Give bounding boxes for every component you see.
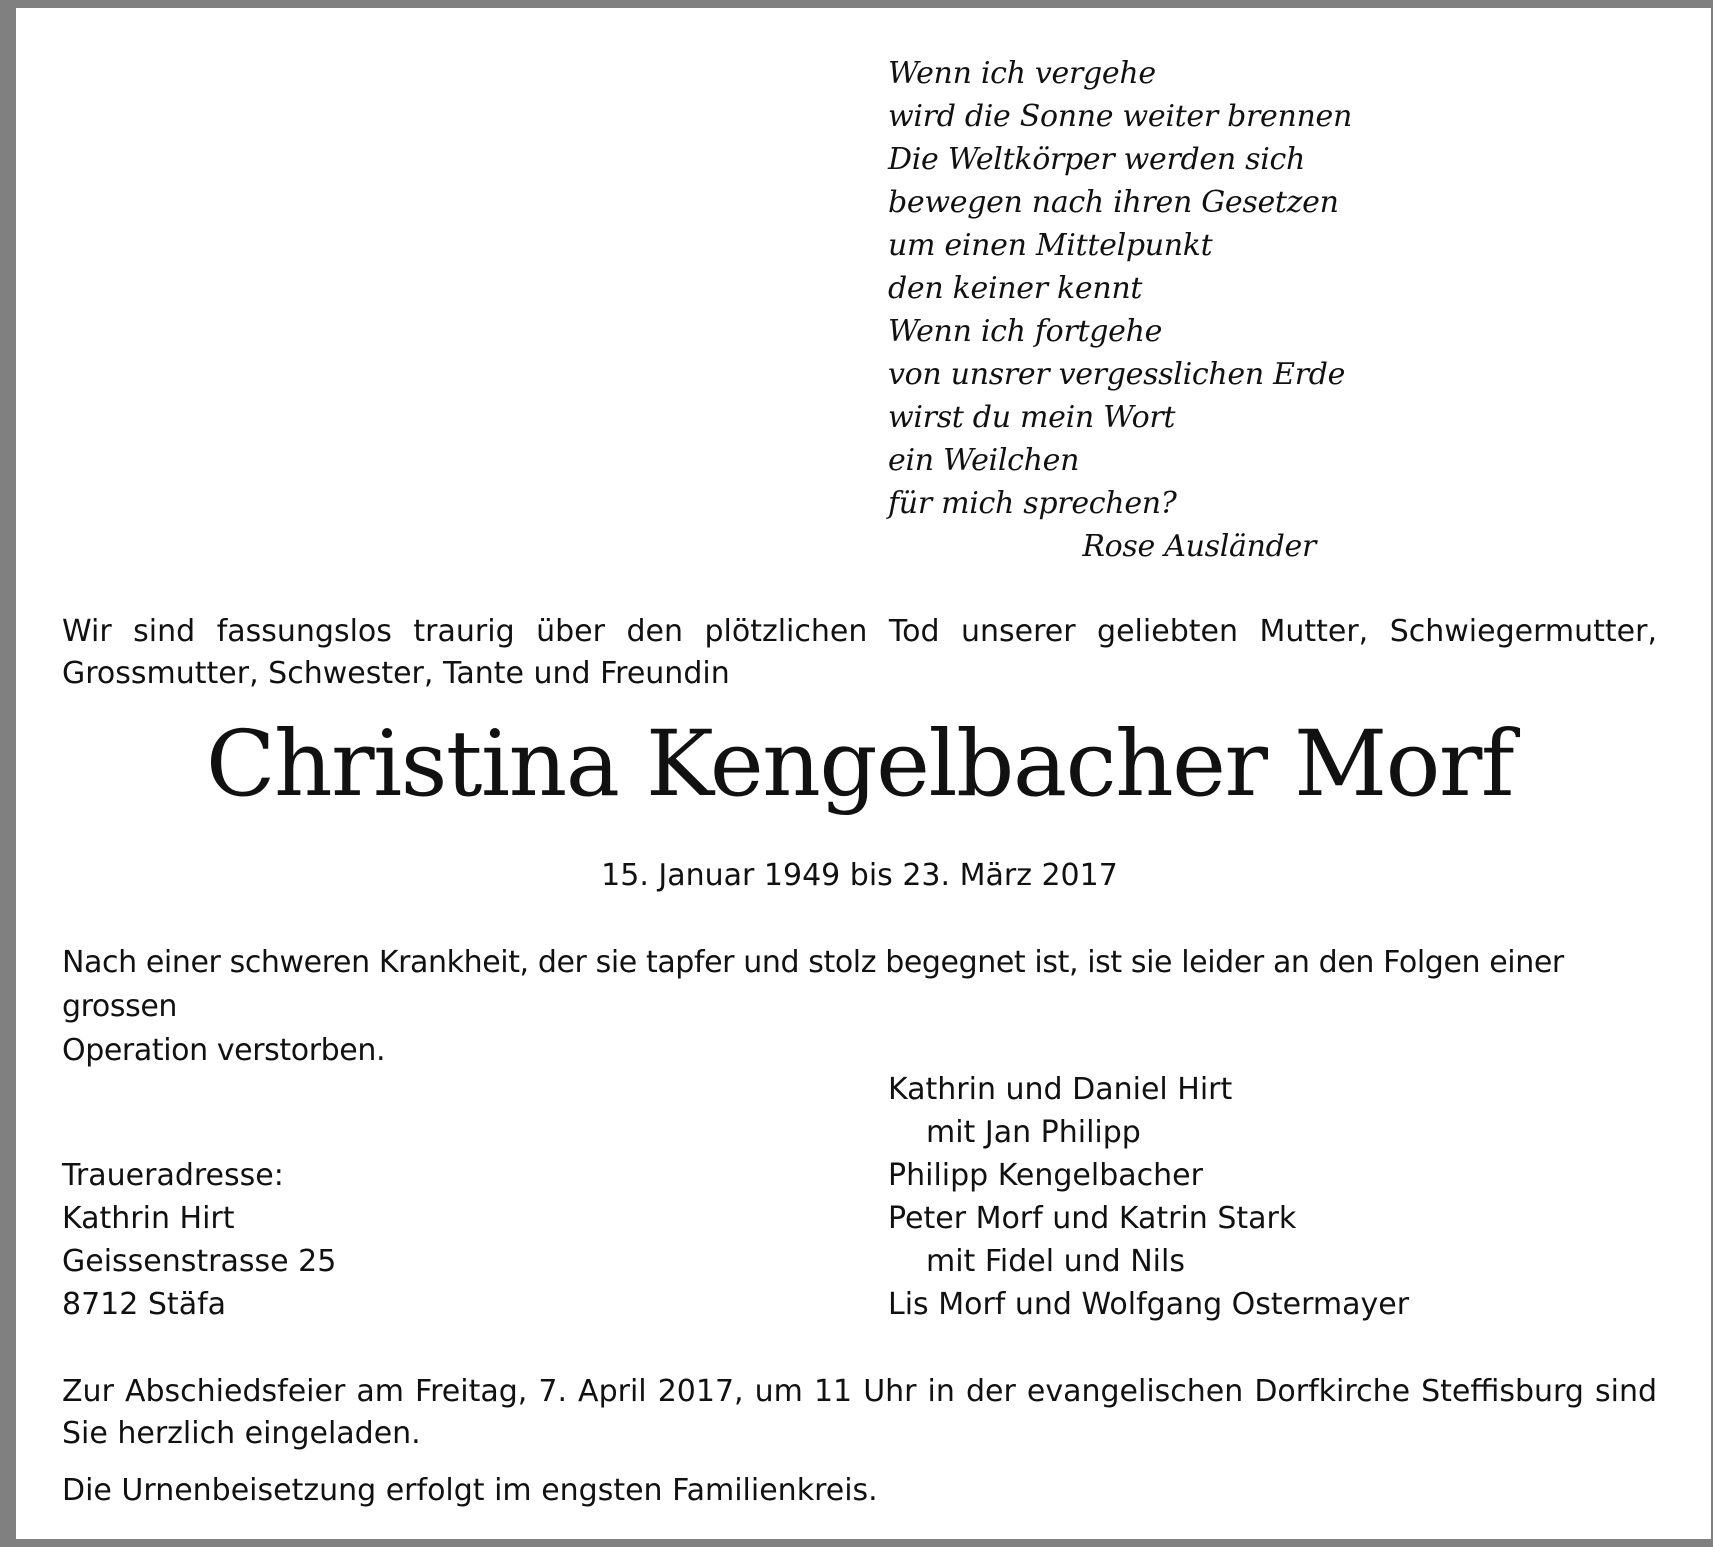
- address-street: Geissenstrasse 25: [62, 1244, 337, 1279]
- address-city: 8712 Stäfa: [62, 1287, 227, 1322]
- poem-line: für mich sprechen?: [888, 486, 1177, 521]
- poem-line: um einen Mittelpunkt: [888, 228, 1213, 263]
- family-member: Kathrin und Daniel Hirt: [888, 1072, 1233, 1107]
- mourning-address: [62, 1154, 662, 1326]
- family-member: Peter Morf und Katrin Stark: [888, 1201, 1297, 1236]
- poem-line: bewegen nach ihren Gesetzen: [888, 185, 1339, 220]
- family-list: [888, 1068, 1588, 1326]
- farewell-line: [62, 1371, 1657, 1413]
- poem-line: Wenn ich vergehe: [888, 56, 1156, 91]
- deceased-name: Christina Kengelbacher Morf: [205, 712, 1514, 817]
- poem-line: Die Weltkörper werden sich: [888, 142, 1306, 177]
- poem-line: wirst du mein Wort: [888, 400, 1176, 435]
- poem-line: wird die Sonne weiter brennen: [888, 99, 1353, 134]
- message-line: Nach einer schweren Krankheit, der sie tapfer und stolz begegnet ist, ist sie leider an den Folgen einer grossen: [62, 945, 1564, 1024]
- farewell-line-1-text: Zur Abschiedsfeier am Freitag, 7. April 2017, um 11 Uhr in der evangelischen Dorfkirche Steffisburg sind: [62, 1374, 1657, 1409]
- message-line: Operation verstorben.: [62, 1033, 386, 1068]
- life-dates: 15. Januar 1949 bis 23. März 2017: [601, 858, 1118, 893]
- intro-line-1-text: Wir sind fassungslos traurig über den plötzlichen Tod unserer geliebten Mutter, Schwiegermutter,: [62, 614, 1657, 649]
- poem-line: ein Weilchen: [888, 443, 1080, 478]
- family-member: mit Fidel und Nils: [926, 1244, 1185, 1279]
- poem-line: den keiner kennt: [888, 271, 1143, 306]
- message-paragraph: [62, 941, 1657, 1073]
- farewell-paragraph: [62, 1371, 1657, 1455]
- poem-line: Wenn ich fortgehe: [888, 314, 1163, 349]
- family-member: Philipp Kengelbacher: [888, 1158, 1203, 1193]
- poem: [888, 52, 1353, 568]
- family-member: mit Jan Philipp: [926, 1115, 1141, 1150]
- farewell-line: Sie herzlich eingeladen.: [62, 1416, 421, 1451]
- intro-line: [62, 611, 1657, 653]
- poem-line: von unsrer vergesslichen Erde: [888, 357, 1346, 392]
- family-member: Lis Morf und Wolfgang Ostermayer: [888, 1287, 1410, 1322]
- intro-paragraph: [62, 611, 1657, 695]
- urn-note: Die Urnenbeisetzung erfolgt im engsten Familienkreis.: [62, 1473, 878, 1508]
- address-name: Kathrin Hirt: [62, 1201, 235, 1236]
- poem-author: Rose Ausländer: [1082, 529, 1316, 564]
- intro-line: Grossmutter, Schwester, Tante und Freundin: [62, 656, 730, 691]
- address-label: Traueradresse:: [62, 1158, 284, 1193]
